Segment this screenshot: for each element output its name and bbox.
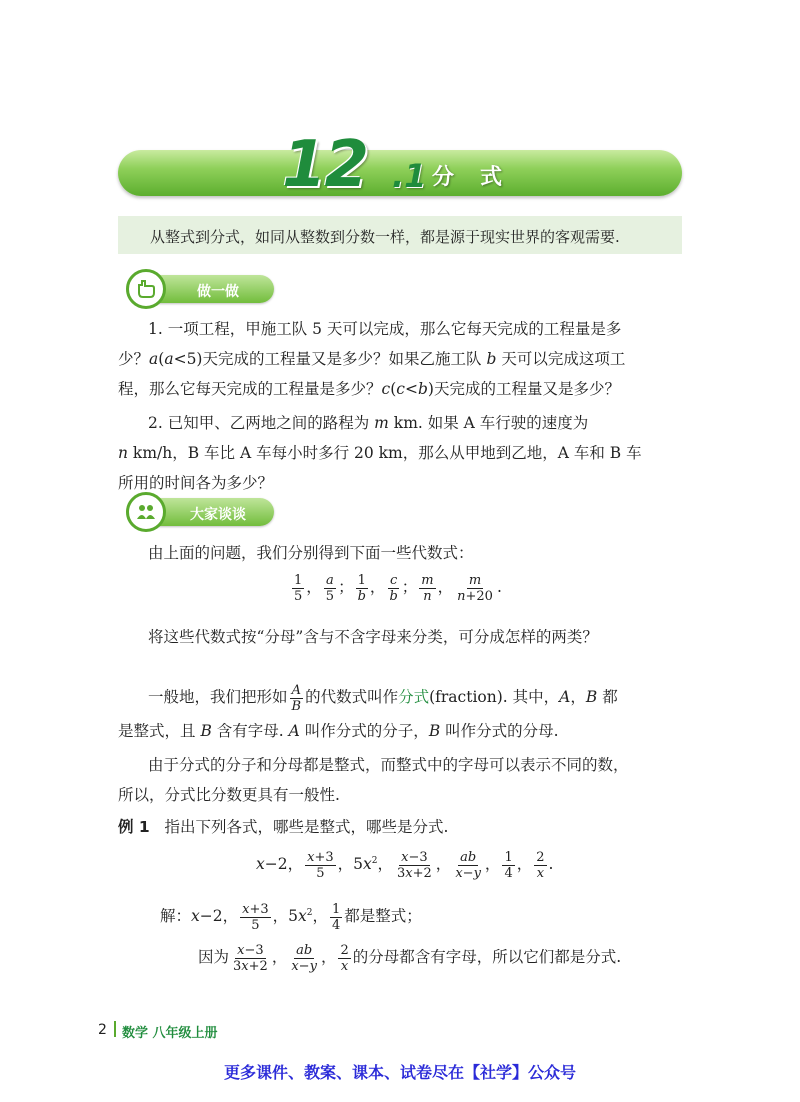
q2-line3: 所用的时间各为多少？	[118, 474, 274, 492]
page-number: 2	[98, 1022, 107, 1038]
example-line: 例 1 指出下列各式，哪些是整式，哪些是分式.	[118, 818, 449, 836]
q1-line3: 程，那么它每天完成的工程量是多少？c(c<b)天完成的工程量又是多少？	[118, 380, 620, 398]
q2-line2: n km/h，B 车比 A 车每小时多行 20 km，那么从甲地到乙地，A 车和 B 车	[118, 444, 642, 462]
intro-text: 从整式到分式，如同从整数到分数一样，都是源于现实世界的客观需要.	[150, 228, 620, 246]
section-subnumber: .1	[392, 157, 427, 195]
solution-line1: 解：x−2， $\frac{x+3}{5}$ ，$5x^2$， $\frac{1}{4}$ 都是整式；	[160, 901, 422, 933]
q1-line2: 少？a(a<5)天完成的工程量又是多少？如果乙施工队 b 天可以完成这项工	[118, 350, 626, 368]
section-number: 12	[282, 128, 368, 202]
discuss-line2: 将这些代数式按“分母”含与不含字母来分类，可分成怎样的两类？	[148, 628, 598, 646]
term-fraction: 分式	[398, 688, 430, 706]
section-title: 分式	[432, 165, 529, 190]
hand-icon	[126, 269, 166, 309]
promo-text: 更多课件、教案、课本、试卷尽在【社学】公众号	[223, 1063, 576, 1082]
tag-do-label: 做一做	[197, 284, 239, 300]
expressions-example: x−2， $\frac{x+3}{5}$ ，$5x^2$， $\frac{x-3}{3x+2}$ ， $\frac{ab}{x-y}$ ， $\frac{1}{4}$ ， $\frac{2}{x}$ .	[256, 849, 554, 881]
footer-divider	[114, 1021, 116, 1037]
q2-line1: 2. 已知甲、乙两地之间的路程为 m km. 如果 A 车行驶的速度为	[148, 414, 589, 432]
definition-line1: 一般地，我们把形如 $\frac{A}{B}$ 的代数式叫作分式(fraction). 其中，A，B 都	[148, 682, 618, 714]
discuss-line1: 由上面的问题，我们分别得到下面一些代数式：	[148, 544, 474, 562]
definition-line3: 由于分式的分子和分母都是整式，而整式中的字母可以表示不同的数，	[148, 756, 629, 774]
expressions-discuss: $\frac{1}{5}$ ， $\frac{a}{5}$ ； $\frac{1}{b}$ ， $\frac{c}{b}$ ； $\frac{m}{n}$ ， $\frac{m}{n+20}$ .	[294, 572, 502, 604]
book-title: 数学 八年级上册	[122, 1026, 218, 1041]
definition-line2: 是整式，且 B 含有字母. A 叫作分式的分子，B 叫作分式的分母.	[118, 722, 559, 740]
q1-line1: 1. 一项工程，甲施工队 5 天可以完成，那么它每天完成的工程量是多	[148, 320, 622, 338]
tag-discuss-label: 大家谈谈	[190, 507, 246, 523]
definition-line4: 所以，分式比分数更具有一般性.	[118, 786, 340, 804]
people-icon	[126, 492, 166, 532]
solution-line2: 因为 $\frac{x-3}{3x+2}$ ， $\frac{ab}{x-y}$ ， $\frac{2}{x}$ 的分母都含有字母，所以它们都是分式.	[198, 942, 622, 974]
